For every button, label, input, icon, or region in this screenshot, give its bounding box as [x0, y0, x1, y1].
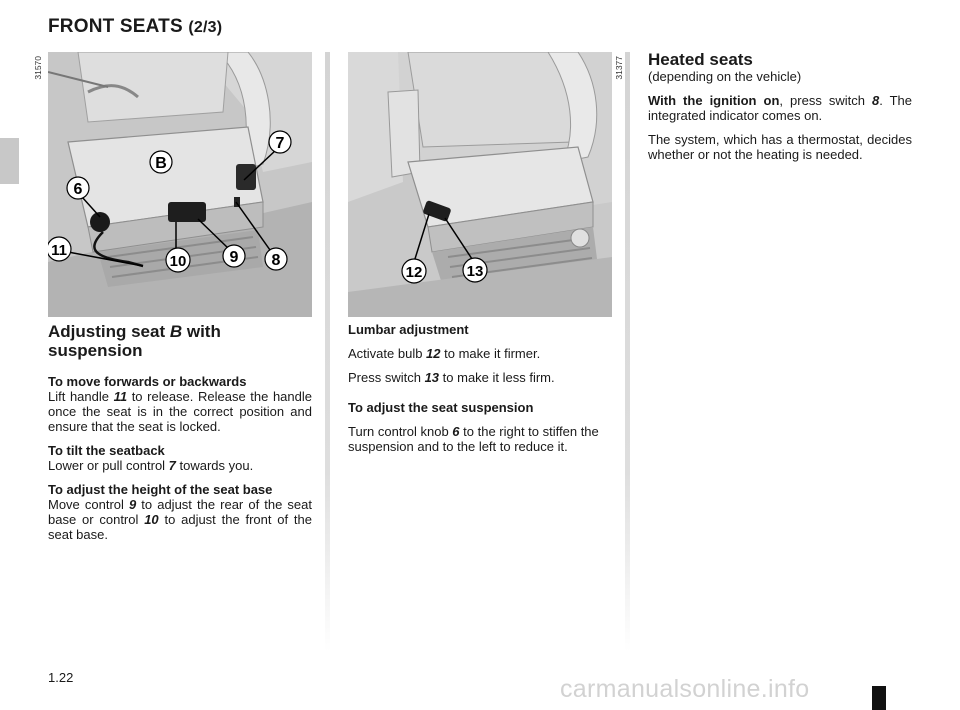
- subsection-title: Lumbar adjustment: [348, 322, 469, 337]
- figure-code-middle: 31377: [614, 56, 624, 80]
- svg-text:11: 11: [51, 242, 67, 259]
- callout-12: [402, 259, 426, 283]
- paragraph-heated-switch: With the ignition on, press switch 8. The integrated indicator comes on.: [648, 93, 913, 123]
- svg-text:6: 6: [73, 181, 83, 198]
- paragraph-tilt-seatback: Lower or pull control 7 towards you.: [48, 458, 254, 473]
- corner-mark: [872, 686, 886, 710]
- paragraph-forwards-backwards: Lift handle 11 to release. Release the handle once the seat is in the correct position and ensure that the seat is locked.: [48, 389, 312, 434]
- page-number: 1.22: [48, 670, 74, 685]
- seat-suspension-illustration: [48, 52, 312, 317]
- lumbar-controls-illustration: [348, 52, 612, 317]
- column-divider: [325, 52, 330, 652]
- subsection-title: To tilt the seatback: [48, 443, 165, 458]
- paragraph-lumbar-firmer: Activate bulb 12 to make it firmer.: [348, 346, 541, 361]
- paragraph-seat-suspension: Turn control knob 6 to the right to stiffen the suspension and to the left to reduce it.: [348, 424, 599, 454]
- svg-text:8: 8: [271, 252, 281, 269]
- callout-9: [223, 245, 245, 267]
- svg-text:13: 13: [466, 263, 484, 280]
- page-title-suffix: (2/3): [188, 19, 223, 36]
- svg-text:10: 10: [169, 253, 187, 270]
- seat-suspension-section: [48, 322, 312, 551]
- paragraph-seat-height: Move control 9 to adjust the rear of the seat base or control 10 to adjust the front of the seat base.: [48, 497, 313, 542]
- callout-b: [150, 151, 172, 173]
- section-subtitle: (depending on the vehicle): [648, 69, 802, 84]
- section-title: Adjusting seat B with suspension: [48, 322, 221, 360]
- section-title: Heated seats: [648, 50, 753, 69]
- paragraph-lumbar-less-firm: Press switch 13 to make it less firm.: [348, 370, 555, 385]
- watermark: carmanualsonline.info: [560, 675, 810, 703]
- callout-8: [265, 248, 287, 270]
- figure-code-left: 31570: [33, 56, 43, 80]
- paragraph-thermostat: The system, which has a thermostat, decides whether or not the heating is needed.: [648, 132, 912, 162]
- callout-11: [48, 237, 71, 261]
- callout-6: [67, 177, 89, 199]
- page-title: FRONT SEATS (2/3): [48, 16, 223, 37]
- svg-text:7: 7: [275, 135, 285, 152]
- column-divider: [625, 52, 630, 652]
- lumbar-section: [348, 322, 614, 463]
- callout-10: [166, 248, 190, 272]
- svg-text:9: 9: [229, 249, 239, 266]
- svg-text:12: 12: [405, 264, 423, 281]
- heated-seats-section: [648, 51, 912, 171]
- subsection-title: To move forwards or backwards: [48, 374, 247, 389]
- subsection-title: To adjust the height of the seat base: [48, 482, 273, 497]
- svg-text:B: B: [155, 155, 167, 172]
- subsection-title: To adjust the seat suspension: [348, 400, 534, 415]
- chapter-tab: [0, 138, 19, 184]
- callout-13: [463, 258, 487, 282]
- callout-7: [269, 131, 291, 153]
